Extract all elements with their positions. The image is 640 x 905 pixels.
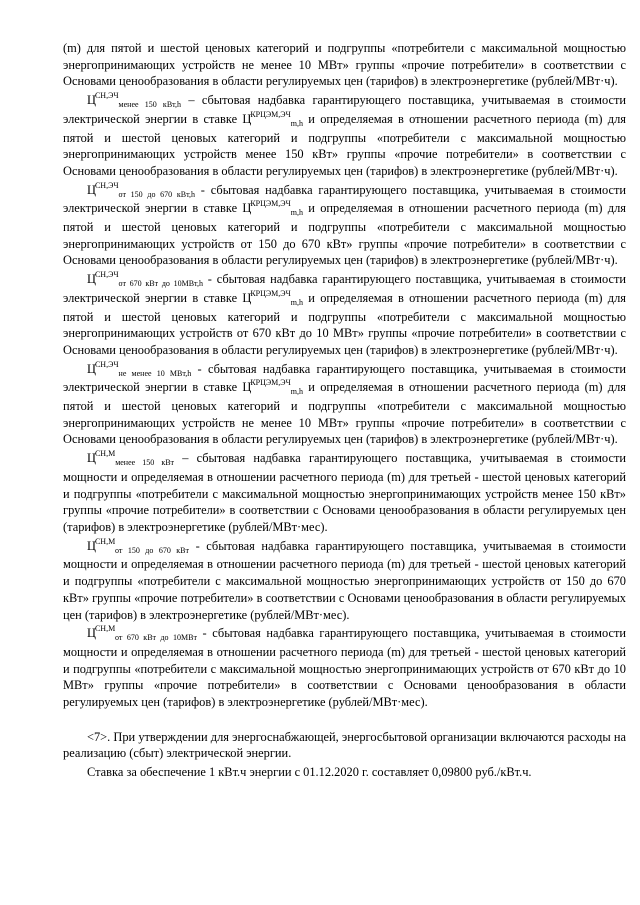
rate-subscript: m,h bbox=[290, 208, 303, 218]
tariff-symbol bbox=[87, 536, 190, 555]
definition-6 bbox=[63, 625, 626, 711]
symbol-superscript: СН,ЭЧ bbox=[94, 359, 119, 369]
definition-text: - сбытовая надбавка гарантирующего поставщика, учитываемая в стоимости электрической энергии в ставке Ц bbox=[63, 361, 627, 395]
tariff-symbol bbox=[87, 624, 197, 643]
rate-symbol-indices bbox=[250, 199, 303, 218]
symbol-subscript: от 150 до 670 кВт,h bbox=[118, 189, 195, 199]
definition-text: - сбытовая надбавка гарантирующего поставщика, учитываемая в стоимости мощности и определяемая в отношении расчетного периода (m) для третьей - шестой ценовых категорий и подгруппы «потребители с максимальной мощностью энергопринимающих устройств от 670 кВт до 10 МВт» группы «прочие потребители» в соответствии с Основами ценообразования в области регулируемых цен (тарифов) в электроэнергетике (рублей/МВт·мес). bbox=[63, 626, 627, 710]
symbol-base: Ц bbox=[87, 626, 96, 641]
rate-superscript: КРЦЭМ,ЭЧ bbox=[250, 378, 291, 388]
symbol-superscript: СН,М bbox=[94, 536, 115, 546]
definition-text: – сбытовая надбавка гарантирующего поставщика, учитываемая в стоимости мощности и определяемая в отношении расчетного периода (m) для третьей - шестой ценовых категорий и подгруппы «потребители с максимальной мощностью энергопринимающих устройств менее 150 кВт» группы «прочие потребители» в соответствии с Основами ценообразования в области регулируемых цен (тарифов) в электроэнергетике (рублей/МВт·мес). bbox=[63, 451, 626, 534]
definition-1 bbox=[63, 182, 626, 270]
rate-statement: Ставка за обеспечение 1 кВт.ч энергии с 01.12.2020 г. составляет 0,09800 руб./кВт.ч. bbox=[87, 765, 532, 780]
symbol-subscript: менее 150 кВт bbox=[115, 458, 175, 468]
symbol-base: Ц bbox=[87, 361, 96, 376]
rate-subscript: m,h bbox=[290, 387, 303, 397]
symbol-superscript: СН,М bbox=[94, 449, 116, 459]
symbol-superscript: СН,ЭЧ bbox=[94, 91, 119, 101]
symbol-base: Ц bbox=[87, 93, 96, 108]
rate-subscript: m,h bbox=[290, 297, 303, 307]
rate-subscript: m,h bbox=[290, 118, 303, 128]
note-7: <7>. При утверждении для энергоснабжающей, энергосбытовой организации включаются расходы на реализацию (сбыт) электрической энергии. bbox=[63, 729, 626, 761]
definitions-list bbox=[63, 92, 626, 711]
symbol-superscript: СН,ЭЧ bbox=[94, 270, 119, 280]
definition-5 bbox=[63, 538, 626, 624]
rate-superscript: КРЦЭМ,ЭЧ bbox=[250, 288, 291, 298]
symbol-subscript: от 670 кВт до 10МВт,h bbox=[118, 279, 203, 289]
definition-text: - сбытовая надбавка гарантирующего поставщика, учитываемая в стоимости мощности и определяемая в отношении расчетного периода (m) для третьей - шестой ценовых категорий и подгруппы «потребители с максимальной мощностью энергопринимающих устройств от 150 до 670 кВт» группы «прочие потребители» в соответствии с Основами ценообразования в области регулируемых цен (тарифов) в электроэнергетике (рублей/МВт·мес). bbox=[63, 538, 626, 622]
rate-symbol-indices bbox=[250, 378, 303, 397]
definition-text-continued: и определяемая в отношении расчетного периода (m) для пятой и шестой ценовых категорий и подгруппы «потребители с максимальной мощностью энергопринимающих устройств менее 150 кВт» группы «прочие потребители» в соответствии с Основами ценообразования в области регулируемых цен (тарифов) в электроэнергетике (рублей/МВт·ч). bbox=[63, 111, 626, 178]
definition-0 bbox=[63, 92, 626, 180]
definition-text: - сбытовая надбавка гарантирующего поставщика, учитываемая в стоимости электрической энергии в ставке Ц bbox=[63, 182, 626, 216]
rate-symbol-indices bbox=[250, 288, 303, 307]
definition-text-continued: и определяемая в отношении расчетного периода (m) для пятой и шестой ценовых категорий и подгруппы «потребители с максимальной мощностью энергопринимающих устройств от 670 кВт до 10 МВт» группы «прочие потребители» в соответствии с Основами ценообразования в области регулируемых цен (тарифов) в электроэнергетике (рублей/МВт·ч). bbox=[63, 290, 626, 357]
paragraph-intro: (m) для пятой и шестой ценовых категорий и подгруппы «потребители с максимальной мощностью энергопринимающих устройств не менее 10 МВт» группы «прочие потребители» в соответствии с Основами ценообразования в области регулируемых цен (тарифов) в электроэнергетике (рублей/МВт·ч). bbox=[63, 41, 626, 89]
tariff-symbol bbox=[87, 449, 175, 468]
document-page bbox=[63, 40, 626, 783]
symbol-subscript: от 150 до 670 кВт bbox=[114, 545, 190, 555]
tariff-symbol bbox=[87, 180, 195, 199]
symbol-superscript: СН,М bbox=[94, 624, 115, 634]
definition-text: – сбытовая надбавка гарантирующего поставщика, учитываемая в стоимости электрической энергии в ставке Ц bbox=[63, 93, 626, 126]
definition-4 bbox=[63, 450, 626, 536]
symbol-subscript: менее 150 кВт,h bbox=[118, 100, 182, 110]
definition-text-continued: и определяемая в отношении расчетного периода (m) для пятой и шестой ценовых категорий и подгруппы «потребители с максимальной мощностью энергопринимающих устройств от 150 до 670 кВт» группы «прочие потребители» в соответствии с Основами ценообразования в области регулируемых цен (тарифов) в электроэнергетике (рублей/МВт·ч). bbox=[63, 201, 626, 268]
tariff-symbol bbox=[87, 359, 192, 378]
symbol-base: Ц bbox=[87, 538, 96, 553]
symbol-subscript: от 670 кВт до 10МВт bbox=[114, 633, 197, 643]
symbol-base: Ц bbox=[87, 182, 96, 197]
rate-superscript: КРЦЭМ,ЭЧ bbox=[250, 199, 291, 209]
rate-superscript: КРЦЭМ,ЭЧ bbox=[250, 109, 291, 119]
tariff-symbol bbox=[87, 270, 203, 289]
symbol-subscript: не менее 10 МВт,h bbox=[118, 368, 192, 378]
symbol-base: Ц bbox=[87, 272, 96, 287]
symbol-base: Ц bbox=[87, 451, 96, 466]
tariff-symbol bbox=[87, 91, 182, 110]
symbol-superscript: СН,ЭЧ bbox=[94, 180, 119, 190]
definition-text: - сбытовая надбавка гарантирующего поставщика, учитываемая в стоимости электрической энергии в ставке Ц bbox=[63, 272, 626, 305]
definition-3 bbox=[63, 361, 626, 449]
definition-2 bbox=[63, 271, 626, 359]
spacer bbox=[63, 713, 626, 729]
definition-text-continued: и определяемая в отношении расчетного периода (m) для пятой и шестой ценовых категорий и подгруппы «потребители с максимальной мощностью энергопринимающих устройств не менее 10 МВт» группы «прочие потребители» в соответствии с Основами ценообразования в области регулируемых цен (тарифов) в электроэнергетике (рублей/МВт·ч). bbox=[63, 380, 626, 447]
rate-symbol-indices bbox=[250, 109, 303, 128]
